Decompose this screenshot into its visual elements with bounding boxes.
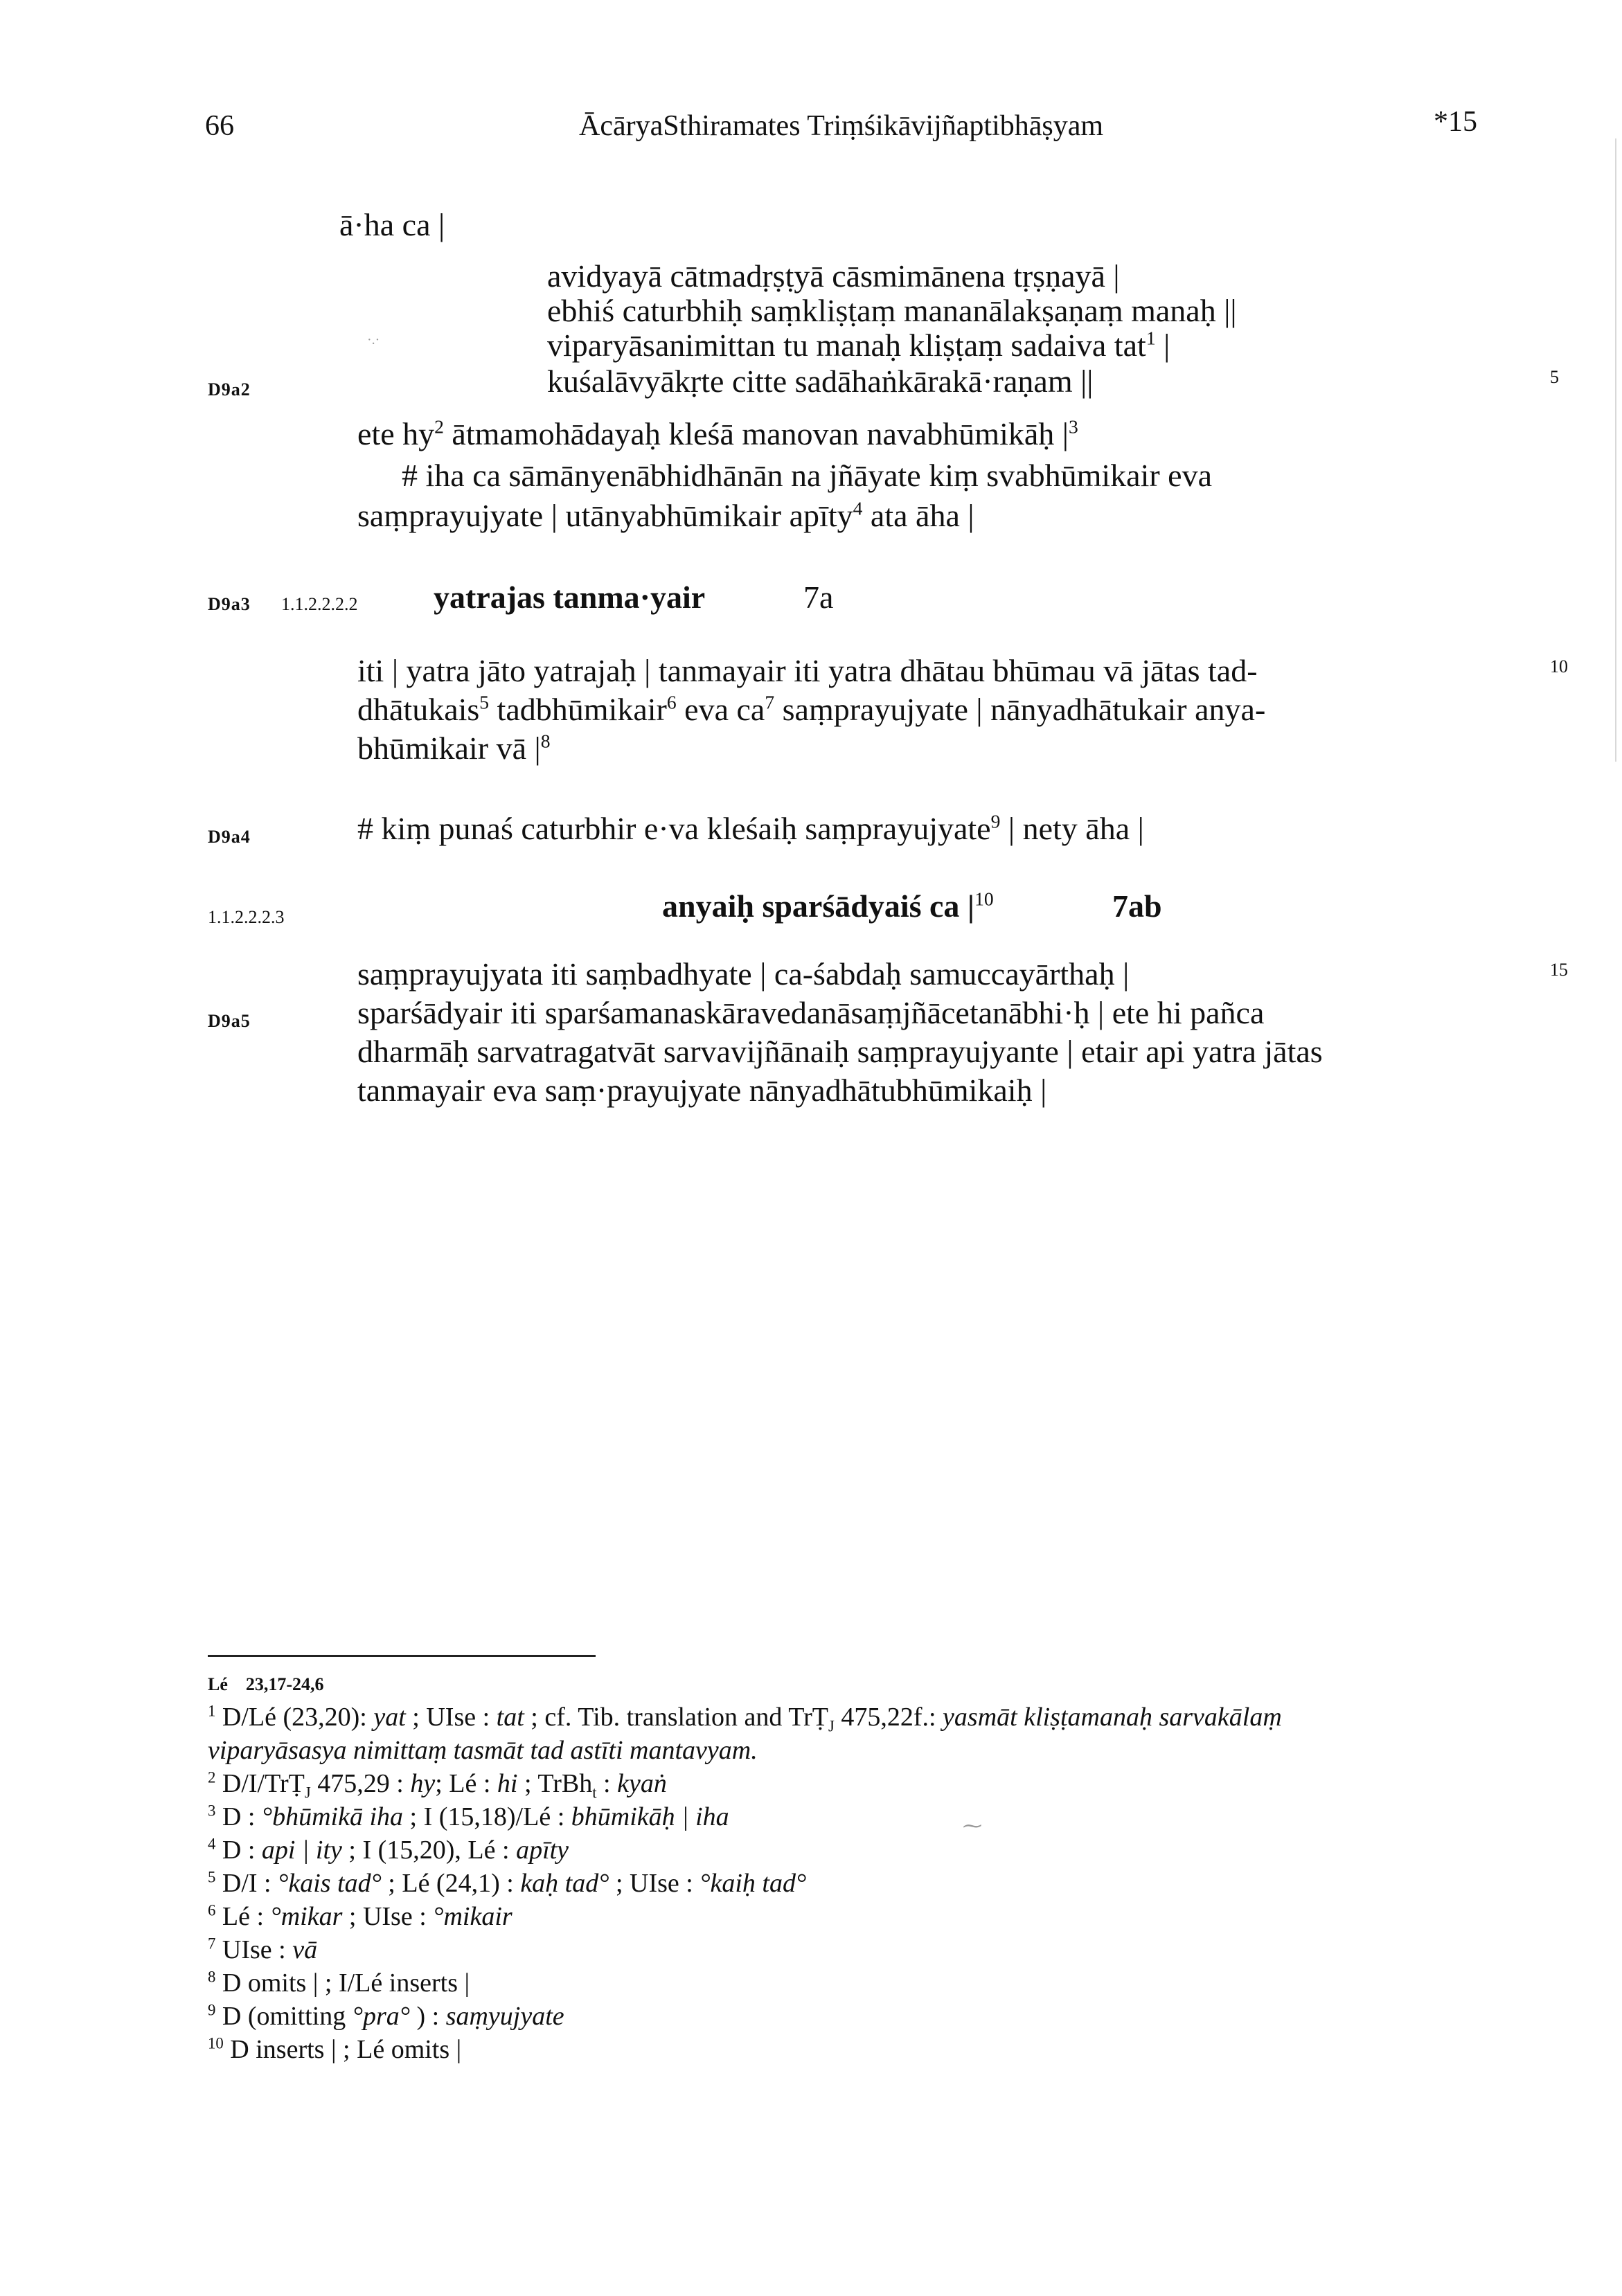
fn6-b: °mikar xyxy=(270,1902,343,1931)
verse-line-3 xyxy=(547,327,1170,364)
running-title: ĀcāryaSthiramates Triṃśikāvijñaptibhāṣyam xyxy=(579,110,1104,142)
fnref-2: 2 xyxy=(434,415,444,438)
para1-line2: # iha ca sāmānyenābhidhānān na jñāyate kiṃ svabhūmikair eva xyxy=(402,458,1213,493)
para3-line xyxy=(357,810,1144,847)
fn5-f: °kaiḥ tad° xyxy=(699,1869,807,1898)
section-verse-2-text: anyaiḥ sparśādyaiś ca | xyxy=(662,888,975,924)
fn-num-1: 1 xyxy=(208,1702,216,1720)
footnote-5 xyxy=(208,1868,806,1899)
para2-line2d: saṃprayujyate | nānyadhātukair anya- xyxy=(774,692,1266,727)
fn-num-4: 4 xyxy=(208,1835,216,1853)
para2-line2a: dhātukais xyxy=(357,692,480,727)
section-number-2: 1.1.2.2.2.3 xyxy=(208,907,285,927)
verse-line-1: avidyayā cātmadṛṣṭyā cāsmimānena tṛṣṇayā | xyxy=(547,258,1120,294)
fn7-b: vā xyxy=(292,1935,318,1964)
fnref-3: 3 xyxy=(1069,415,1078,438)
para2-line2b: tadbhūmikair xyxy=(489,692,667,727)
fn1-h: yasmāt kliṣṭamanaḥ sarvakālaṃ xyxy=(943,1703,1282,1732)
footnote-1-cont xyxy=(208,1735,758,1766)
aha-line: ā·ha ca | xyxy=(339,207,445,242)
para2-line2 xyxy=(357,691,1265,728)
fn-num-7: 7 xyxy=(208,1935,216,1953)
page-number: 66 xyxy=(205,110,234,142)
verse-line-3-text: viparyāsanimittan tu manaḥ kliṣṭaṃ sadaiva tat xyxy=(547,328,1146,363)
fn-num-8: 8 xyxy=(208,1968,216,1986)
verse-line-2: ebhiś caturbhiḥ saṃkliṣṭaṃ mananālakṣaṇaṃ manaḥ || xyxy=(547,293,1237,328)
footnote-7 xyxy=(208,1935,317,1965)
fn2-a: D/I/TrṬ xyxy=(215,1769,305,1798)
fn3-b: °bhūmikā iha xyxy=(261,1802,404,1831)
para1-line1a: ete hy xyxy=(357,416,435,451)
fn9-b: °pra° xyxy=(352,2002,410,2031)
section-verse-2 xyxy=(662,888,994,924)
fnref-9: 9 xyxy=(990,810,1001,832)
para4-line2: sparśādyair iti sparśamanaskāravedanāsaṃjñācetanābhi·ḥ | ete hi pañca xyxy=(357,995,1265,1030)
fnref-10: 10 xyxy=(974,888,994,910)
fn-ref-label: Lé xyxy=(208,1674,228,1694)
para4-line3: dharmāḥ sarvatragatvāt sarvavijñānaiḥ saṃprayujyante | etair api yatra jātas xyxy=(357,1034,1323,1069)
para4-line1: saṃprayujyata iti saṃbadhyate | ca-śabdaḥ samuccayārthaḥ | xyxy=(357,956,1130,992)
fnref-6: 6 xyxy=(666,691,677,713)
fn3-d: bhūmikāḥ | iha xyxy=(571,1802,729,1831)
section-verse-1: yatrajas tanma·yair xyxy=(434,580,706,615)
danda: | xyxy=(1164,328,1170,363)
fn2-j: kyaṅ xyxy=(617,1769,667,1798)
fn1-a: D/Lé (23,20): xyxy=(215,1703,374,1732)
fn2-g: ; TrBh xyxy=(517,1769,593,1798)
line-number-15: 15 xyxy=(1550,960,1568,980)
fn1-f: J xyxy=(828,1717,835,1735)
para2-line2c: eva ca xyxy=(676,692,765,727)
footnote-4 xyxy=(208,1835,569,1865)
verse-line-4: kuśalāvyākṛte citte sadāhaṅkārakā·raṇam || xyxy=(547,364,1094,399)
fn8-text: D omits | ; I/Lé inserts | xyxy=(215,1968,470,1998)
fnref-7: 7 xyxy=(765,691,775,713)
para2-line3 xyxy=(357,730,551,766)
section-ref-1: 7a xyxy=(803,580,834,615)
fn-num-2: 2 xyxy=(208,1768,216,1786)
footnote-rule xyxy=(208,1655,596,1657)
fnref-5: 5 xyxy=(479,691,490,713)
footnote-3 xyxy=(208,1802,729,1832)
margin-d9a5: D9a5 xyxy=(208,1011,251,1031)
fn-num-3: 3 xyxy=(208,1802,216,1820)
fn1-i: viparyāsasya nimittaṃ tasmāt tad astīti mantavyam. xyxy=(208,1736,758,1765)
fn4-d: apīty xyxy=(516,1836,569,1865)
fn6-a: Lé : xyxy=(215,1902,271,1931)
fn-num-6: 6 xyxy=(208,1901,216,1919)
fn2-c: 475,29 : xyxy=(310,1769,411,1798)
folio-mark: *15 xyxy=(1434,106,1477,138)
fn5-b: °kais tad° xyxy=(278,1869,382,1898)
fn2-d: hy xyxy=(410,1769,436,1798)
fnref-1: 1 xyxy=(1146,327,1156,349)
para1-line3 xyxy=(357,497,974,534)
para1-line3a: saṃprayujyate | utānyabhūmikair apīty xyxy=(357,498,853,533)
fn9-c: ) : xyxy=(409,2002,446,2031)
section-ref-2: 7ab xyxy=(1112,888,1162,924)
footnote-2 xyxy=(208,1768,667,1802)
line-number-10: 10 xyxy=(1550,656,1568,676)
fn2-f: hi xyxy=(497,1769,518,1798)
para2-line1: iti | yatra jāto yatrajaḥ | tanmayair iti yatra dhātau bhūmau vā jātas tad- xyxy=(357,653,1258,688)
scan-blot: ⁓ xyxy=(963,1815,982,1837)
footnote-ref-range xyxy=(208,1674,324,1695)
footnote-8 xyxy=(208,1968,470,1998)
fn1-c: ; UIse : xyxy=(405,1703,497,1732)
fn1-e: ; cf. Tib. translation and TrṬ xyxy=(524,1703,828,1732)
fn6-c: ; UIse : xyxy=(342,1902,434,1931)
fn10-text: D inserts | ; Lé omits | xyxy=(223,2035,462,2064)
para1-line3b: ata āha | xyxy=(862,498,974,533)
fn1-g: 475,22f.: xyxy=(834,1703,943,1732)
fn5-c: ; Lé (24,1) : xyxy=(381,1869,521,1898)
fn2-i: : xyxy=(596,1769,618,1798)
footnote-9 xyxy=(208,2001,564,2032)
para3-text-a: # kiṃ punaś caturbhir e·va kleśaiḥ saṃprayujyate xyxy=(357,811,991,846)
fnref-4: 4 xyxy=(853,497,863,519)
fn7-a: UIse : xyxy=(215,1935,293,1964)
fn3-c: ; I (15,18)/Lé : xyxy=(403,1802,571,1831)
fnref-8: 8 xyxy=(540,730,551,752)
para4-line4: tanmayair eva saṃ·prayujyate nānyadhātubhūmikaiḥ | xyxy=(357,1073,1047,1108)
fn9-a: D (omitting xyxy=(215,2002,353,2031)
fn5-d: kaḥ tad° xyxy=(520,1869,609,1898)
fn4-c: ; I (15,20), Lé : xyxy=(341,1836,517,1865)
fn-num-5: 5 xyxy=(208,1868,216,1886)
fn3-a: D : xyxy=(215,1802,262,1831)
fn2-b: J xyxy=(304,1784,311,1802)
fn5-e: ; UIse : xyxy=(609,1869,700,1898)
footnote-1 xyxy=(208,1702,1282,1736)
line-number-5: 5 xyxy=(1550,367,1559,387)
para1-line1b: ātmamohādayaḥ kleśā manovan navabhūmikāḥ | xyxy=(443,416,1069,451)
fn4-a: D : xyxy=(215,1836,262,1865)
section-number-1: 1.1.2.2.2.2 xyxy=(281,594,358,614)
para1-line1 xyxy=(357,415,1078,452)
fn-ref-range: 23,17-24,6 xyxy=(245,1674,324,1694)
fn9-d: saṃyujyate xyxy=(445,2002,564,2031)
para2-line3a: bhūmikair vā | xyxy=(357,730,541,766)
footnote-10 xyxy=(208,2034,461,2065)
fn-num-9: 9 xyxy=(208,2001,216,2019)
margin-d9a3: D9a3 xyxy=(208,594,251,614)
fn-num-10: 10 xyxy=(208,2034,224,2052)
fn4-b: api | ity xyxy=(261,1836,342,1865)
fn6-d: °mikair xyxy=(433,1902,513,1931)
fn2-e: ; Lé : xyxy=(435,1769,497,1798)
fn2-h: t xyxy=(592,1784,597,1802)
fn1-b: yat xyxy=(373,1703,406,1732)
scan-speck: ·.· xyxy=(367,332,380,348)
para3-text-b: | nety āha | xyxy=(1000,811,1144,846)
footnote-6 xyxy=(208,1901,513,1932)
margin-d9a4: D9a4 xyxy=(208,827,251,847)
page-edge-shadow xyxy=(1615,138,1616,762)
fn5-a: D/I : xyxy=(215,1869,278,1898)
fn1-d: tat xyxy=(496,1703,524,1732)
margin-d9a2: D9a2 xyxy=(208,379,251,400)
